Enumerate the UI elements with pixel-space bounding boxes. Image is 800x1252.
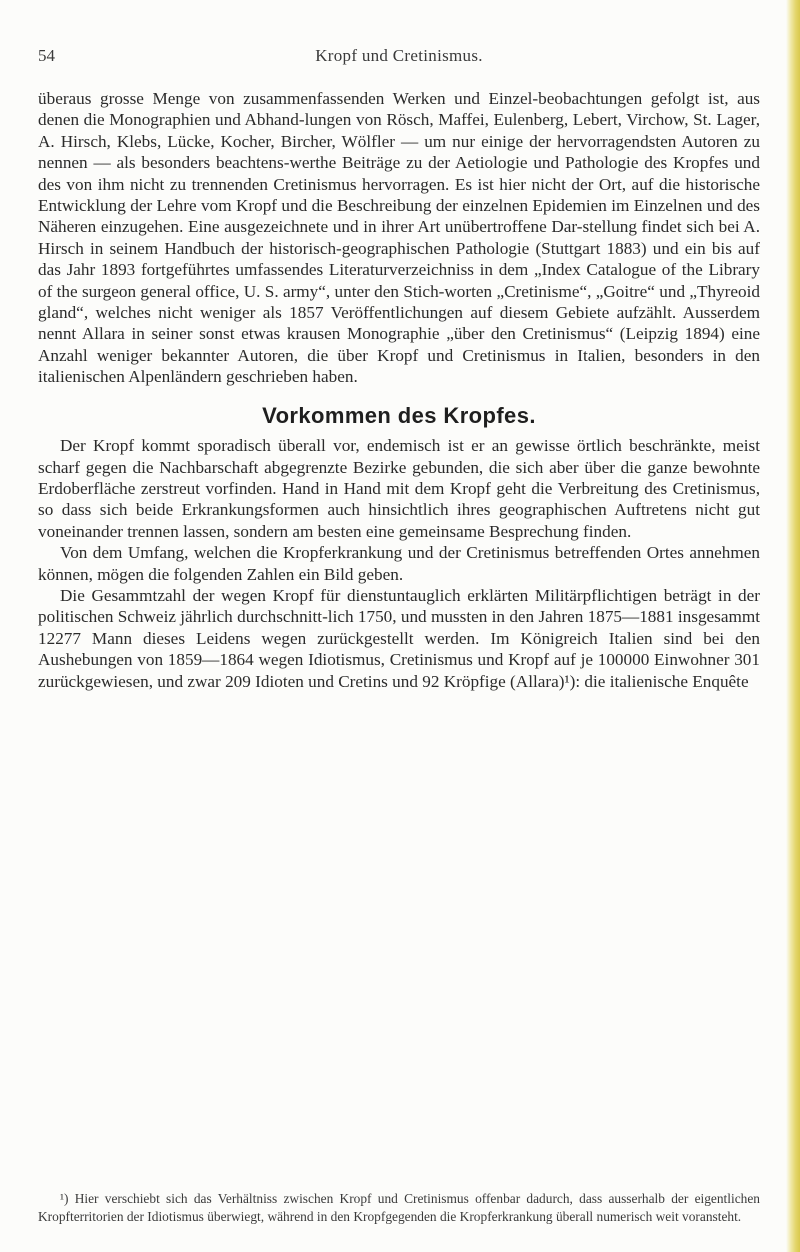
running-title: Kropf und Cretinismus.	[315, 46, 483, 65]
footnote	[38, 1190, 760, 1225]
footnote-text: ¹) Hier verschiebt sich das Verhältniss zwischen Kropf und Cretinismus offenbar dadurch, dass ausserhalb der eigentlichen Kropfterritorien der Idiotismus überwiegt, während in den Kropfgegenden die Kropferkrankung überall numerisch weit voransteht.	[38, 1191, 760, 1224]
page-edge	[786, 0, 800, 1252]
paragraph: Der Kropf kommt sporadisch überall vor, endemisch ist er an gewisse örtlich beschränkte, meist scharf gegen die Nachbarschaft abgegrenzte Bezirke gebunden, die sich aber über die ganze bewohnte Erdoberfläche zerstreut vorfinden. Hand in Hand mit dem Kropf geht die Verbreitung des Cretinismus, so dass sich beide Erkrankungsformen auch hinsichtlich ihres geographischen Auftretens nicht gut voneinander trennen lassen, sondern am besten eine gemeinsame Besprechung finden.	[38, 436, 760, 541]
page-number: 54	[38, 46, 55, 65]
page-header	[38, 46, 760, 72]
paragraph: Von dem Umfang, welchen die Kropferkrankung und der Cretinismus betreffenden Ortes annehmen können, mögen die folgenden Zahlen ein Bild geben.	[38, 543, 760, 584]
section-heading: Vorkommen des Kropfes.	[262, 402, 536, 428]
paragraph: Die Gesammtzahl der wegen Kropf für dienstuntauglich erklärten Militärpflichtigen beträgt in der politischen Schweiz jährlich durchschnitt-lich 1750, und mussten in den Jahren 1875—1881 insgesammt 12277 Mann dieses Leidens wegen zurückgestellt werden. Im Königreich Italien sind bei den Aushebungen von 1859—1864 wegen Idiotismus, Cretinismus und Kropf auf je 100000 Einwohner 301 zurückgewiesen, und zwar 209 Idioten und Cretins und 92 Kröpfige (Allara)¹): die italienische Enquête	[38, 585, 760, 691]
body-text	[38, 88, 760, 692]
paragraph-continued: überaus grosse Menge von zusammenfassenden Werken und Einzel-beobachtungen gefolgt ist, aus denen die Monographien und Abhand-lungen von Rösch, Maffei, Eulenberg, Lebert, Virchow, St. Lager, A. Hirsch, Klebs, Lücke, Kocher, Bircher, Wölfler — um nur einige der hervorragendsten Autoren zu nennen — als besonders beachtens-werthe Beiträge zu der Aetiologie und Pathologie des Kropfes und des von ihm nicht zu trennenden Cretinismus hervorragen. Es ist hier nicht der Ort, auf die historische Entwicklung der Lehre vom Kropf und die Beschreibung der einzelnen Epidemien im Einzelnen und des Näheren einzugehen. Eine ausgezeichnete und in ihrer Art unübertroffene Dar-stellung findet sich bei A. Hirsch in seinem Handbuch der historisch-geographischen Pathologie (Stuttgart 1883) und ein bis auf das Jahr 1893 fortgeführtes umfassendes Literaturverzeichniss in dem „Index Catalogue of the Library of the surgeon general office, U. S. army“, unter den Stich-worten „Cretinisme“, „Goitre“ und „Thyreoid gland“, welches nicht weniger als 1857 Veröffentlichungen auf diesem Gebiete aufzählt. Ausserdem nennt Allara in seiner sonst etwas krausen Monographie „über den Cretinismus“ (Leipzig 1894) eine Anzahl weniger bekannter Autoren, die über Kropf und Cretinismus in Italien, besonders in den italienischen Alpenländern geschrieben haben.	[38, 89, 760, 387]
